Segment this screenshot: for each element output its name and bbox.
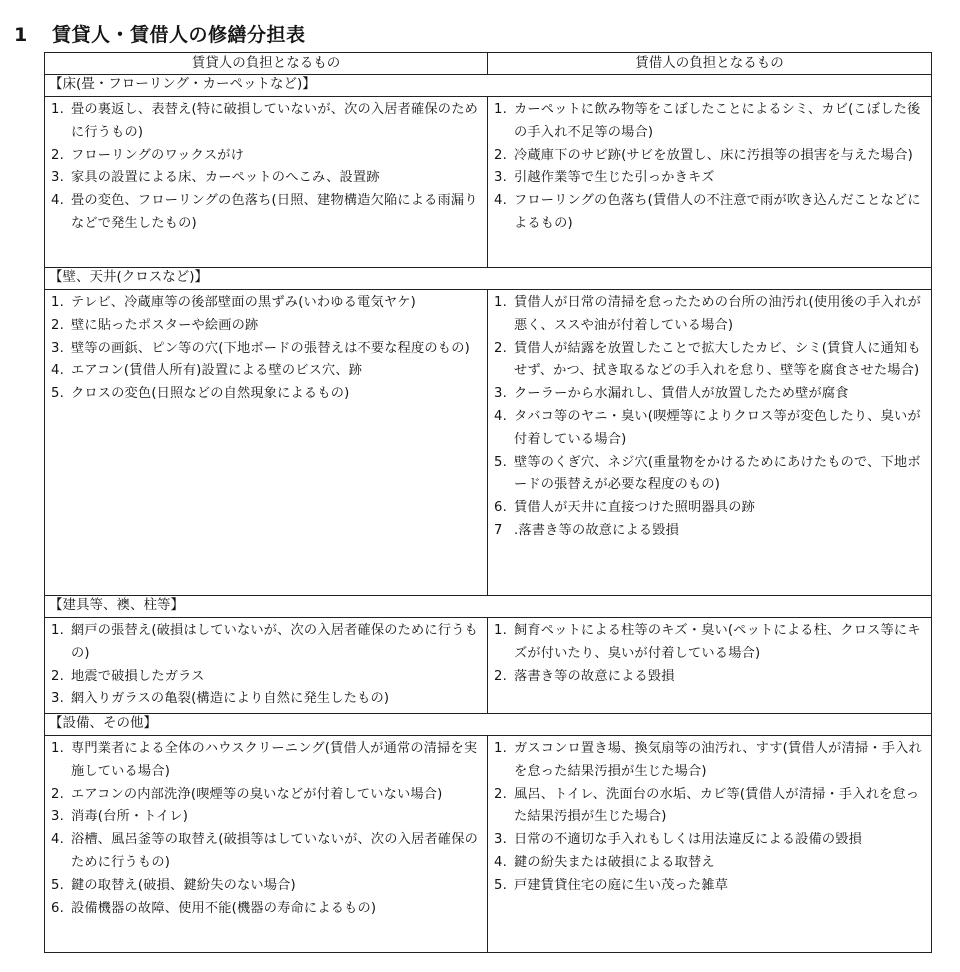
list-item <box>494 338 927 384</box>
section-fittings-lessor-cell <box>45 618 488 714</box>
item-text: 風呂、トイレ、洗面台の水垢、カビ等(賃借人が清掃・手入れを怠った結果汚損が生じた場合) <box>514 786 920 825</box>
item-text: 飼育ペットによる柱等のキズ・臭い(ペットによる柱、クロス等にキズが付いたり、臭いが付着している場合) <box>514 623 921 661</box>
item-number: 2. <box>494 786 507 802</box>
section-wall-lessor-cell <box>45 290 488 596</box>
item-text: 鍵の紛失または破損による取替え <box>514 854 715 870</box>
section-wall-lessee-cell <box>488 290 932 596</box>
heading-title: 賃貸人・賃借人の修繕分担表 <box>52 24 306 46</box>
lessor-item-list <box>51 620 483 711</box>
list-item <box>494 190 927 236</box>
item-number: 2. <box>51 317 64 333</box>
table-header-row <box>45 53 932 75</box>
list-item <box>51 360 483 383</box>
item-number: 3. <box>494 386 507 402</box>
list-item <box>494 620 927 666</box>
item-text: クロスの変色(日照などの自然現象によるもの) <box>71 386 350 402</box>
item-text: 賃借人が結露を放置したことで拡大したカビ、シミ(賃貸人に通知もせず、かつ、拭き取るなどの手入れを怠り、壁等を腐食させた場合) <box>514 340 921 379</box>
list-item <box>494 875 927 898</box>
section-floor-lessor-cell <box>45 97 488 268</box>
item-number: 2. <box>494 147 507 163</box>
item-number: 2. <box>494 340 507 356</box>
list-item <box>494 829 927 852</box>
list-item <box>51 167 483 190</box>
item-number: 5. <box>494 454 507 470</box>
section-wall-title: 【壁、天井(クロスなど)】 <box>45 268 932 290</box>
list-item <box>51 806 483 829</box>
section-floor-lessee-cell <box>488 97 932 268</box>
item-number: 1. <box>494 102 507 117</box>
list-item <box>51 338 483 361</box>
item-number: 3. <box>51 170 64 186</box>
item-text: 網戸の張替え(破損はしていないが、次の入居者確保のために行うもの) <box>71 623 478 661</box>
item-text: 設備機器の故障、使用不能(機器の寿命によるもの) <box>71 900 377 916</box>
item-number: 2. <box>51 147 64 163</box>
list-item <box>51 898 483 921</box>
section-items-row <box>45 618 932 714</box>
item-text: 戸建賃貸住宅の庭に生い茂った雑草 <box>514 877 729 893</box>
item-number: 5. <box>51 877 64 893</box>
item-number: 3. <box>51 809 64 825</box>
list-item <box>494 497 927 520</box>
item-text: テレビ、冷蔵庫等の後部壁面の黒ずみ(いわゆる電気ヤケ) <box>71 295 416 310</box>
list-item <box>494 784 927 830</box>
list-item <box>51 738 483 784</box>
item-number: 3. <box>51 340 64 356</box>
item-number: 4. <box>494 854 507 870</box>
repair-responsibility-table <box>44 52 932 953</box>
item-number: 1. <box>51 295 64 310</box>
lessee-item-list <box>494 738 927 898</box>
item-text: 冷蔵庫下のサビ跡(サビを放置し、床に汚損等の損害を与えた場合) <box>514 147 913 163</box>
list-item <box>494 167 927 190</box>
item-number: 4. <box>494 408 507 424</box>
item-text: ガスコンロ置き場、換気扇等の油汚れ、すす(賃借人が清掃・手入れを怠った結果汚損が生じた場合) <box>514 741 922 779</box>
item-text: 落書き等の故意による毀損 <box>514 668 675 684</box>
section-equipment-lessor-cell <box>45 736 488 953</box>
item-number: 3. <box>51 691 64 707</box>
item-number: 6. <box>494 500 507 516</box>
lessee-item-list <box>494 292 927 543</box>
item-text: 消毒(台所・トイレ) <box>71 809 189 825</box>
lessee-column-header: 賃借人の負担となるもの <box>488 53 932 75</box>
section-title-row <box>45 714 932 736</box>
item-number: 4. <box>494 193 507 209</box>
item-text: クーラーから水漏れし、賃借人が放置したため壁が腐食 <box>514 386 849 402</box>
section-fittings-title: 【建具等、襖、柱等】 <box>45 596 932 618</box>
heading-number: 1 <box>14 24 28 46</box>
list-item <box>51 829 483 875</box>
item-number: 7 <box>494 522 503 538</box>
item-text: 専門業者による全体のハウスクリーニング(賃借人が通常の清掃を実施している場合) <box>71 741 478 779</box>
item-text: 日常の不適切な手入れもしくは用法違反による設備の毀損 <box>514 832 863 848</box>
item-text: 壁に貼ったポスターや絵画の跡 <box>71 317 259 333</box>
lessor-item-list <box>51 292 483 406</box>
item-number: 5. <box>51 386 64 402</box>
section-equipment-title: 【設備、その他】 <box>45 714 932 736</box>
page-heading <box>14 20 306 47</box>
item-text: 壁等の画鋲、ピン等の穴(下地ボードの張替えは不要な程度のもの) <box>71 340 470 356</box>
item-number: 1. <box>494 741 507 756</box>
list-item <box>494 666 927 689</box>
section-items-row <box>45 290 932 596</box>
item-number: 1. <box>494 623 507 638</box>
list-item <box>51 292 483 315</box>
item-text: エアコン(賃借人所有)設置による壁のビス穴、跡 <box>71 363 363 379</box>
list-item <box>494 738 927 784</box>
section-items-row <box>45 736 932 953</box>
item-number: 6. <box>51 900 64 916</box>
item-text: 畳の変色、フローリングの色落ち(日照、建物構造欠陥による雨漏りなどで発生したもの) <box>71 193 478 231</box>
item-text: 網入りガラスの亀裂(構造により自然に発生したもの) <box>71 691 390 707</box>
list-item <box>51 99 483 145</box>
item-text: カーペットに飲み物等をこぼしたことによるシミ、カビ(こぼした後の手入れ不足等の場合) <box>514 102 921 140</box>
item-text: 浴槽、風呂釜等の取替え(破損等はしていないが、次の入居者確保のために行うもの) <box>71 832 478 870</box>
section-floor-title: 【床(畳・フローリング・カーペットなど)】 <box>45 75 932 97</box>
item-number: 2. <box>494 668 507 684</box>
item-text: フローリングの色落ち(賃借人の不注意で雨が吹き込んだことなどによるもの) <box>514 193 921 231</box>
list-item <box>51 315 483 338</box>
item-number: 4. <box>51 193 64 209</box>
item-text: 壁等のくぎ穴、ネジ穴(重量物をかけるためにあけたもので、下地ボードの張替えが必要な程度のもの) <box>514 454 921 493</box>
item-text: 引越作業等で生じた引っかきキズ <box>514 170 715 186</box>
item-text: タバコ等のヤニ・臭い(喫煙等によりクロス等が変色したり、臭いが付着している場合) <box>514 408 921 447</box>
item-number: 3. <box>494 832 507 848</box>
lessor-item-list <box>51 99 483 236</box>
list-item <box>494 852 927 875</box>
item-number: 3. <box>494 170 507 186</box>
item-text: エアコンの内部洗浄(喫煙等の臭いなどが付着していない場合) <box>71 786 443 802</box>
lessor-column-header: 賃貸人の負担となるもの <box>45 53 488 75</box>
item-number: 1. <box>494 295 507 310</box>
list-item <box>51 784 483 807</box>
section-equipment-lessee-cell <box>488 736 932 953</box>
list-item <box>51 383 483 406</box>
item-text: 畳の裏返し、表替え(特に破損していないが、次の入居者確保のために行うもの) <box>71 102 478 140</box>
item-number: 4. <box>51 832 64 848</box>
item-text: 賃借人が天井に直接つけた照明器具の跡 <box>514 500 755 516</box>
item-text: 地震で破損したガラス <box>71 668 205 684</box>
item-number: 1. <box>51 102 64 117</box>
item-number: 4. <box>51 363 64 379</box>
item-number: 2. <box>51 668 64 684</box>
item-text: 賃借人が日常の清掃を怠ったための台所の油汚れ(使用後の手入れが悪く、ススや油が付着している場合) <box>514 295 921 333</box>
section-title-row <box>45 596 932 618</box>
list-item <box>494 520 927 543</box>
section-title-row <box>45 268 932 290</box>
item-text: .落書き等の故意による毀損 <box>514 522 680 538</box>
item-text: 鍵の取替え(破損、鍵紛失のない場合) <box>71 877 296 893</box>
list-item <box>494 145 927 168</box>
list-item <box>494 452 927 498</box>
item-number: 5. <box>494 877 507 893</box>
list-item <box>51 190 483 236</box>
item-text: 家具の設置による床、カーペットのへこみ、設置跡 <box>71 170 380 186</box>
list-item <box>51 875 483 898</box>
section-items-row <box>45 97 932 268</box>
lessee-item-list <box>494 620 927 688</box>
list-item <box>51 666 483 689</box>
list-item <box>51 688 483 711</box>
list-item <box>51 620 483 666</box>
lessee-item-list <box>494 99 927 236</box>
section-fittings-lessee-cell <box>488 618 932 714</box>
section-title-row <box>45 75 932 97</box>
item-text: フローリングのワックスがけ <box>71 147 244 163</box>
list-item <box>494 406 927 452</box>
lessor-item-list <box>51 738 483 920</box>
item-number: 1. <box>51 623 64 638</box>
list-item <box>494 99 927 145</box>
item-number: 1. <box>51 741 64 756</box>
item-number: 2. <box>51 786 64 802</box>
list-item <box>51 145 483 168</box>
list-item <box>494 292 927 338</box>
list-item <box>494 383 927 406</box>
